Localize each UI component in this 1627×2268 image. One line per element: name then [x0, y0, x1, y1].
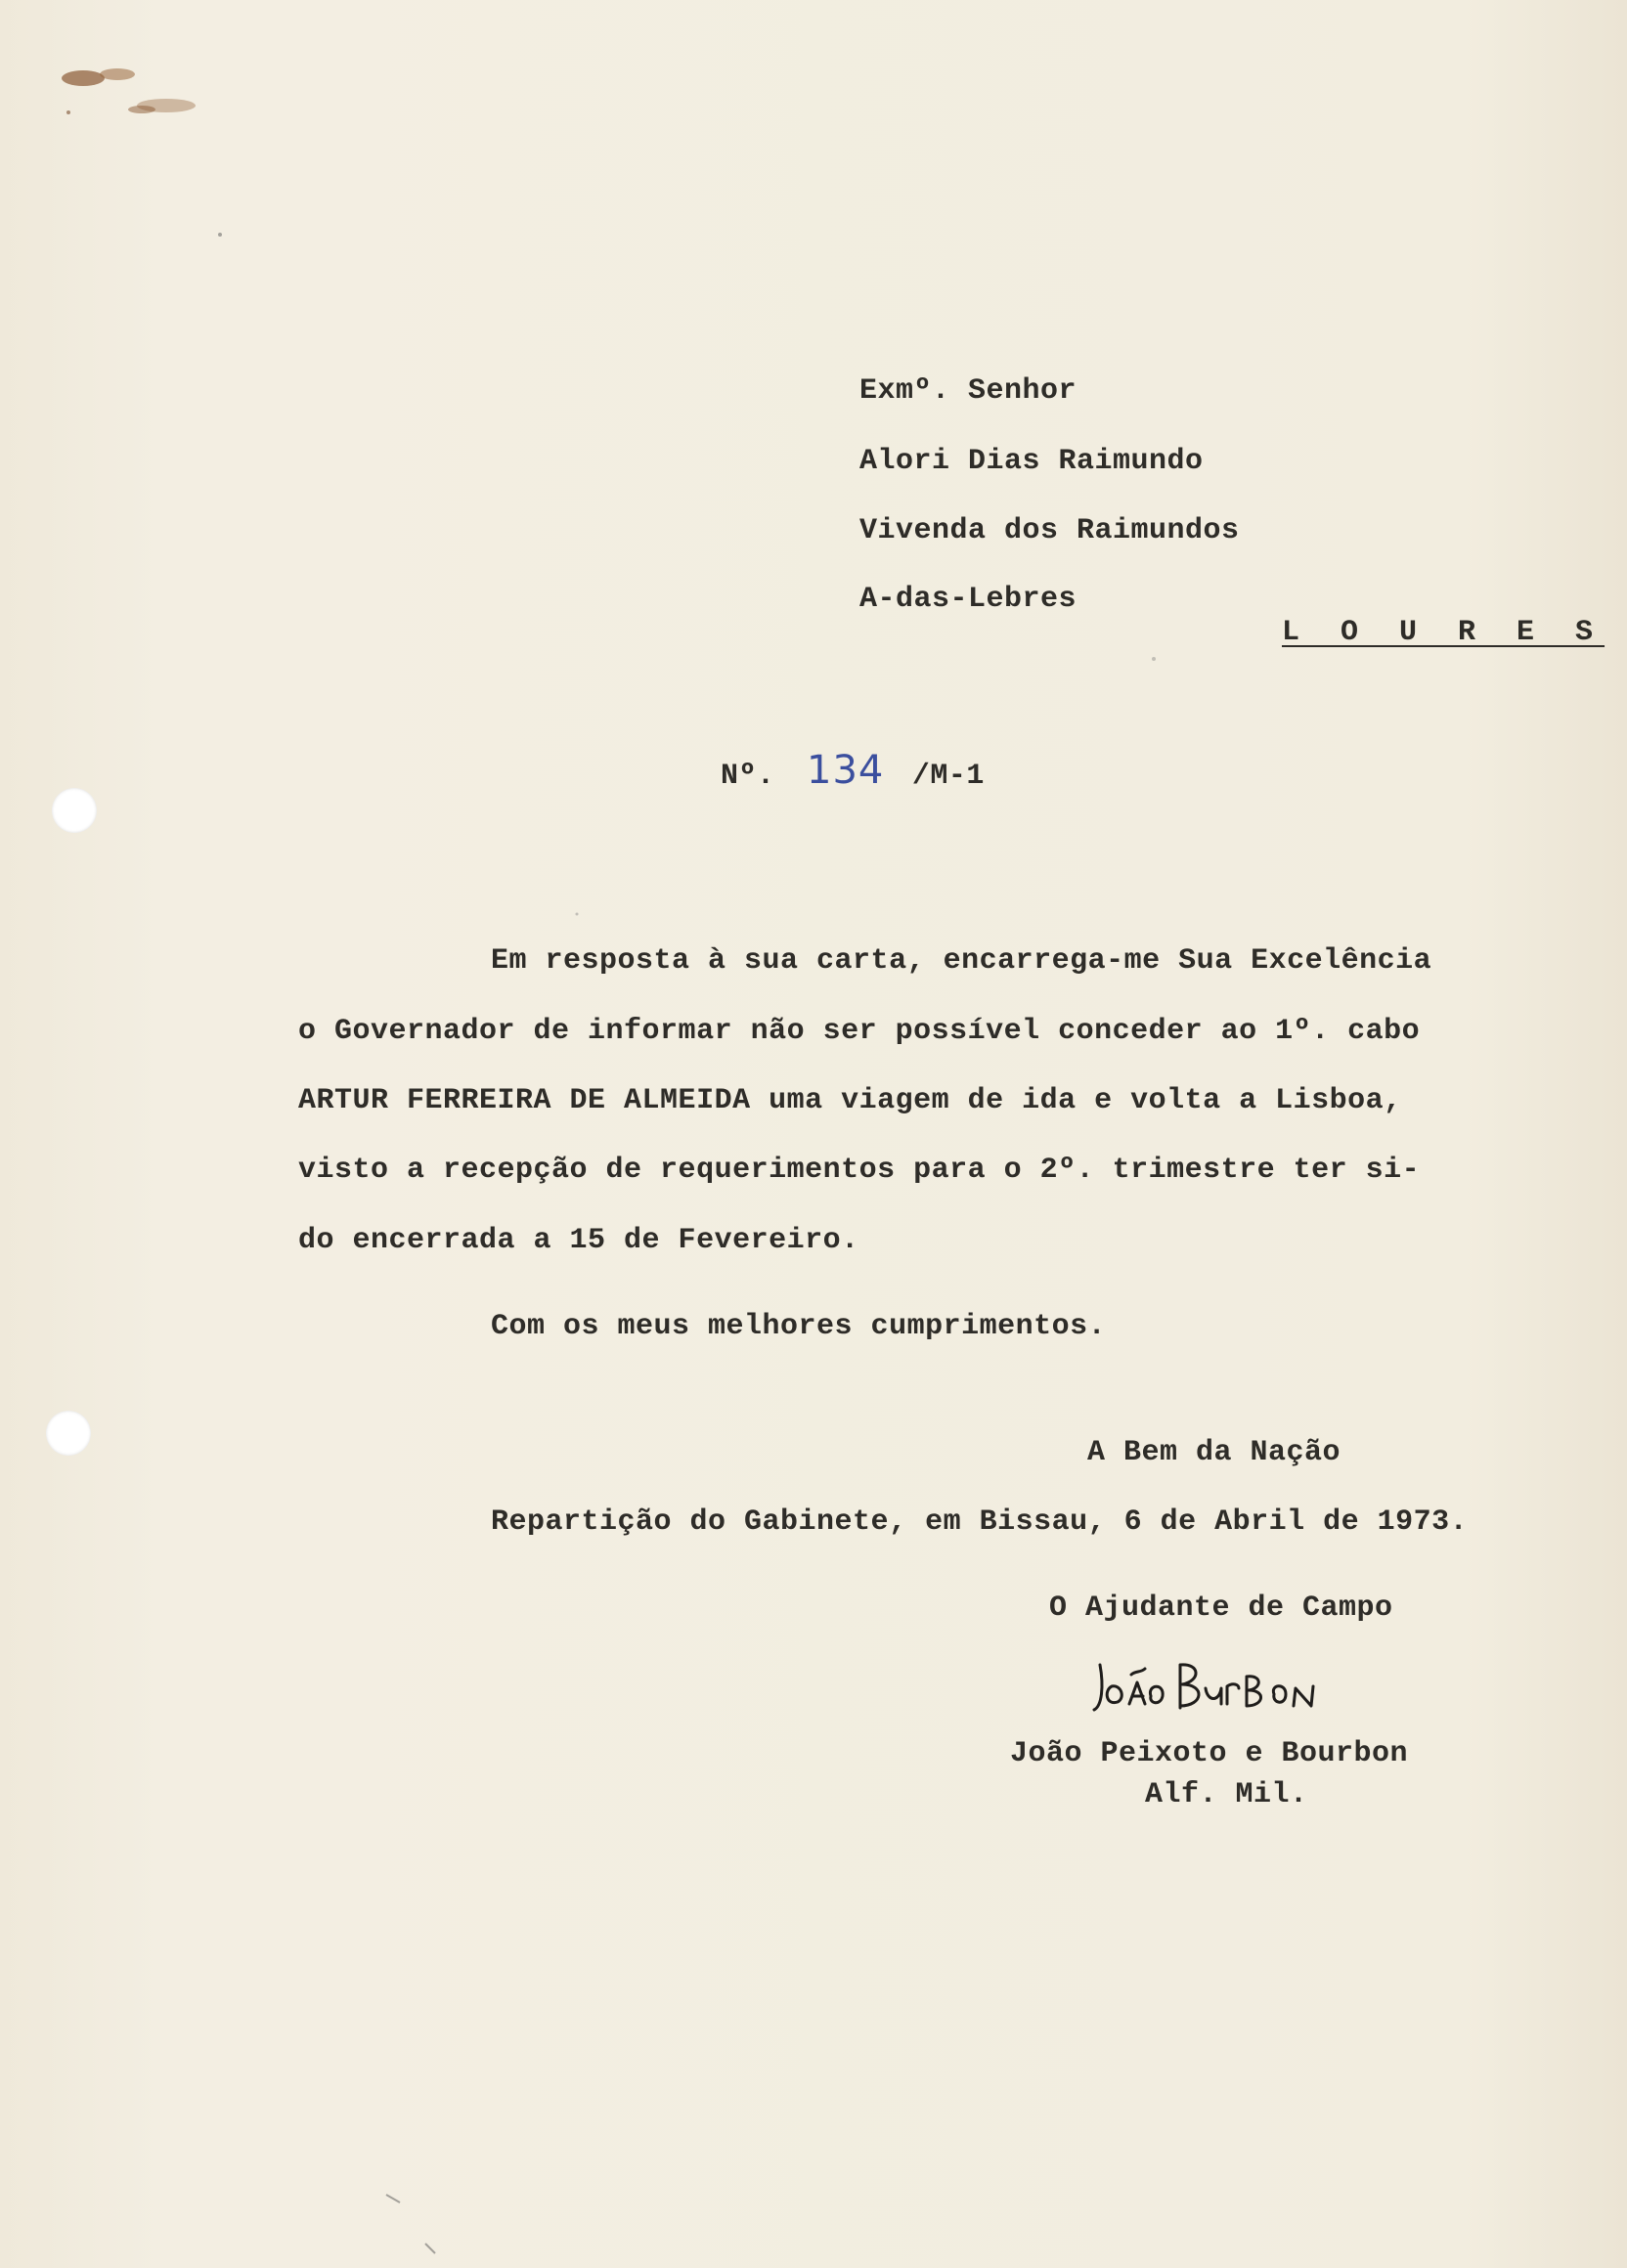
signoff-name: João Peixoto e Bourbon	[1010, 1737, 1409, 1770]
signoff-place-date: Repartição do Gabinete, em Bissau, 6 de Abril de 1973.	[491, 1505, 1469, 1539]
body-line-4: visto a recepção de requerimentos para o 2º. trimestre ter si-	[298, 1154, 1421, 1187]
body-closing: Com os meus melhores cumprimentos.	[491, 1310, 1107, 1343]
body-line-2: o Governador de informar não ser possível conceder ao 1º. cabo	[298, 1015, 1421, 1048]
body-line-5: do encerrada a 15 de Fevereiro.	[298, 1224, 859, 1257]
body-line-3: ARTUR FERREIRA DE ALMEIDA uma viagem de ida e volta a Lisboa,	[298, 1084, 1402, 1117]
address-salutation: Exmº. Senhor	[859, 374, 1077, 408]
address-city: L O U R E S	[1282, 616, 1605, 649]
body-line-1: Em resposta à sua carta, encarrega-me Sua Excelência	[491, 944, 1432, 978]
reference-number: 134	[807, 748, 885, 793]
signoff-rank: Alf. Mil.	[1145, 1778, 1308, 1811]
address-line2: A-das-Lebres	[859, 583, 1077, 616]
reference-suffix: /M-1	[911, 760, 985, 793]
signoff-role: O Ajudante de Campo	[1049, 1592, 1393, 1625]
address-name: Alori Dias Raimundo	[859, 445, 1204, 478]
address-line1: Vivenda dos Raimundos	[859, 514, 1240, 547]
signoff-motto: A Bem da Nação	[1087, 1436, 1341, 1469]
reference-prefix: Nº.	[721, 760, 775, 793]
